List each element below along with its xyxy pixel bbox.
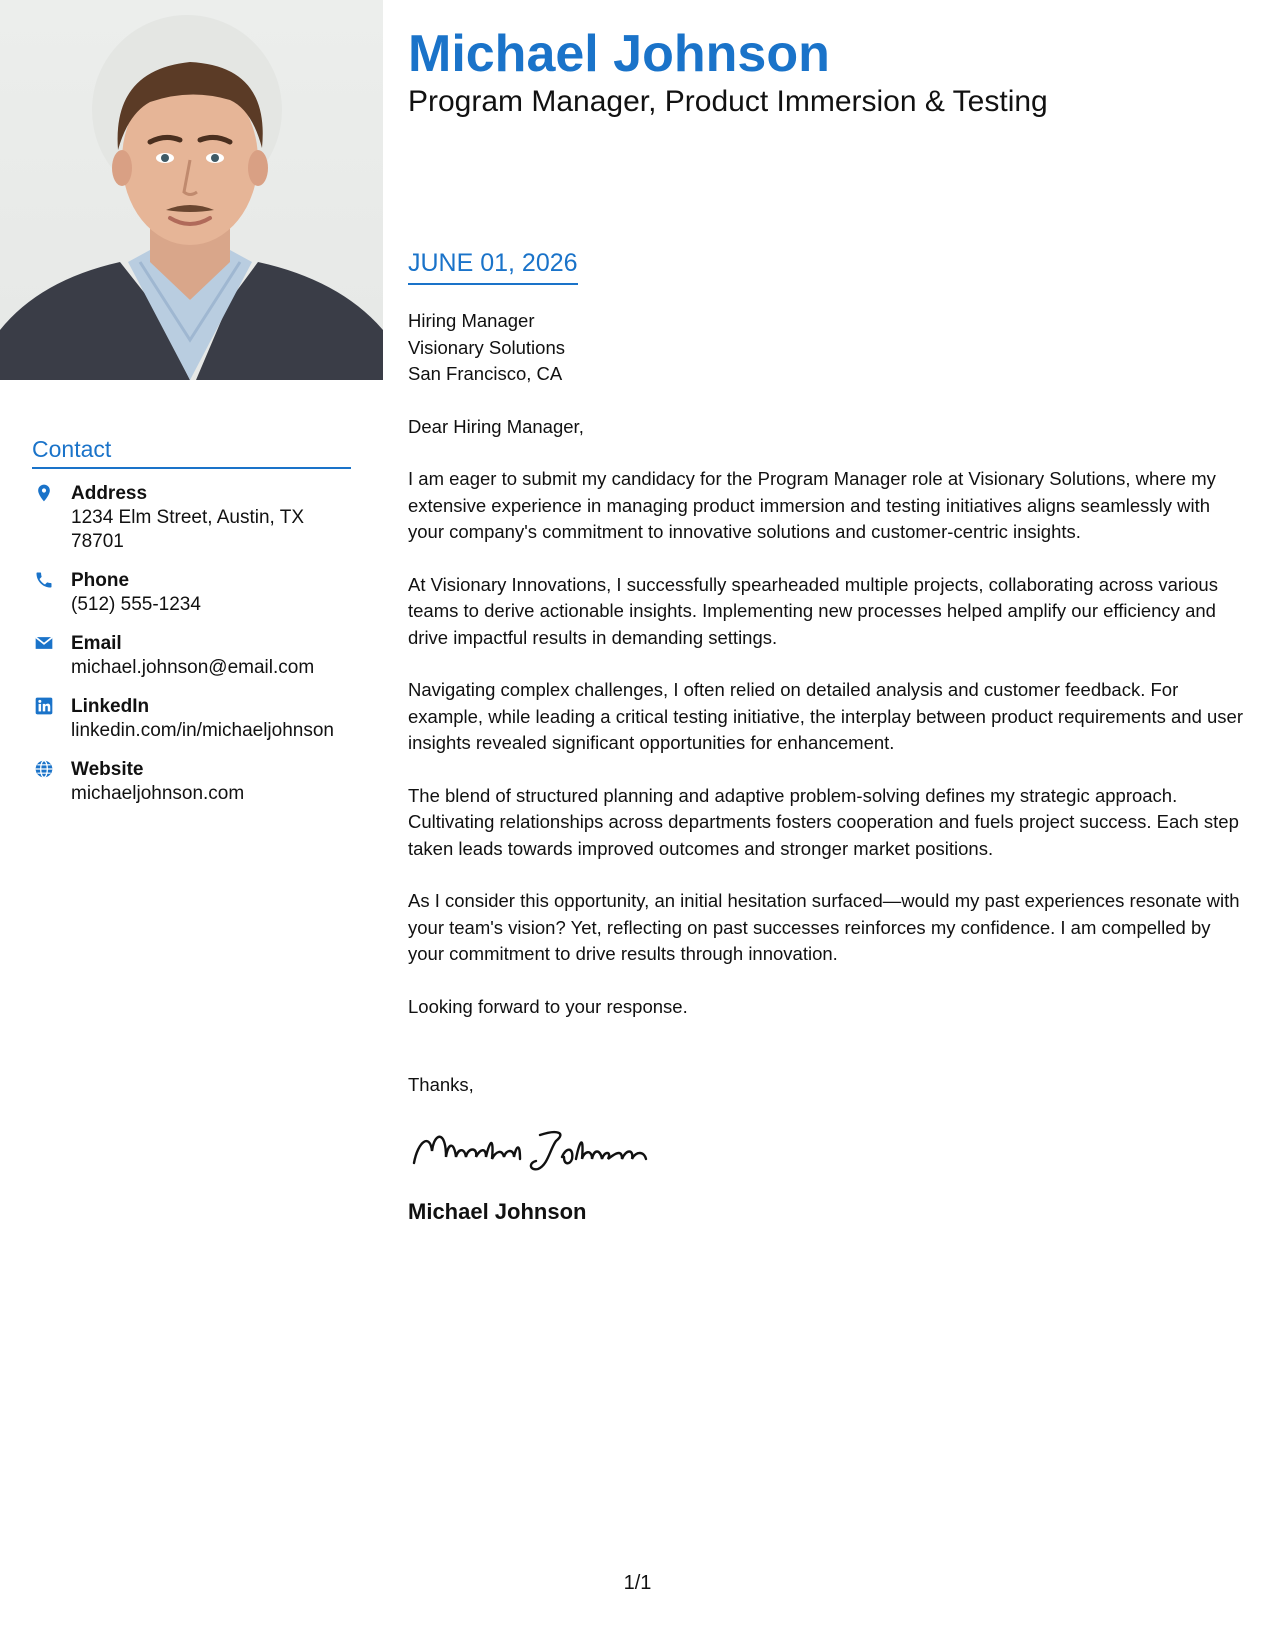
contact-item-address — [32, 482, 362, 554]
linkedin-icon — [34, 696, 54, 716]
handwritten-signature — [408, 1121, 1250, 1181]
letter-paragraph: At Visionary Innovations, I successfully spearheaded multiple projects, collaborating across various teams to derive actionable insights. Implementing new processes helped amplify our efficiency and drive impactful results in demanding settings. — [408, 573, 1218, 648]
email-value[interactable]: michael.johnson@email.com — [71, 657, 315, 678]
contact-item-linkedin — [32, 695, 362, 743]
signer-name: Michael Johnson — [408, 1198, 587, 1224]
recipient-line: San Francisco, CA — [408, 363, 563, 384]
address-value: 1234 Elm Street, Austin, TX 78701 — [71, 507, 305, 552]
phone-icon — [34, 570, 54, 590]
contact-item-email — [32, 632, 362, 680]
contact-label: Website — [71, 759, 144, 780]
contact-item-phone — [32, 569, 362, 617]
closing: Thanks, — [408, 1074, 474, 1095]
portrait-illustration — [0, 0, 383, 380]
globe-icon — [34, 759, 54, 779]
profile-photo — [0, 0, 383, 380]
website-value[interactable]: michaeljohnson.com — [71, 783, 245, 804]
email-icon — [34, 633, 54, 653]
salutation: Dear Hiring Manager, — [408, 415, 584, 437]
contact-label: LinkedIn — [71, 696, 150, 717]
contact-list — [32, 482, 362, 821]
letter-paragraph: Navigating complex challenges, I often relied on detailed analysis and customer feedback. For example, while leading a critical testing initiative, the interplay between product requirements and user insights revealed significant opportunities for enhancement. — [408, 679, 1244, 753]
page-number: 1/1 — [623, 1572, 652, 1594]
contact-item-website — [32, 758, 362, 806]
letter-paragraph: The blend of structured planning and adaptive problem-solving defines my strategic approach. Cultivating relationships across departments fosters cooperation and fuels project success. Each step taken leads towards improved outcomes and stronger market positions. — [408, 784, 1239, 859]
contact-label: Address — [71, 483, 148, 504]
linkedin-value[interactable]: linkedin.com/in/michaeljohnson — [71, 720, 334, 741]
letter-date: JUNE 01, 2026 — [408, 248, 578, 285]
letter-paragraph: Looking forward to your response. — [408, 995, 688, 1017]
candidate-name: Michael Johnson — [408, 25, 830, 83]
recipient-line: Hiring Manager — [408, 310, 535, 331]
signature-image — [408, 1121, 668, 1181]
recipient-block — [408, 308, 1250, 388]
contact-heading: Contact — [32, 436, 351, 469]
letter-paragraph: As I consider this opportunity, an initial hesitation surfaced—would my past experiences resonate with your team's vision? Yet, reflecting on past successes reinforces my confidence. I am compelled by your commitment to drive results through innovation. — [408, 890, 1240, 964]
map-pin-icon — [34, 483, 54, 503]
contact-label: Phone — [71, 570, 130, 591]
job-title: Program Manager, Product Immersion & Testing — [408, 85, 1048, 118]
contact-label: Email — [71, 633, 122, 654]
letter-body — [408, 308, 1250, 1225]
recipient-line: Visionary Solutions — [408, 336, 565, 358]
phone-value: (512) 555-1234 — [71, 594, 201, 615]
letter-paragraph: I am eager to submit my candidacy for the Program Manager role at Visionary Solutions, where my extensive experience in managing product immersion and testing initiatives aligns seamlessly with your company's commitment to innovative solutions and customer-centric insights. — [408, 468, 1216, 542]
